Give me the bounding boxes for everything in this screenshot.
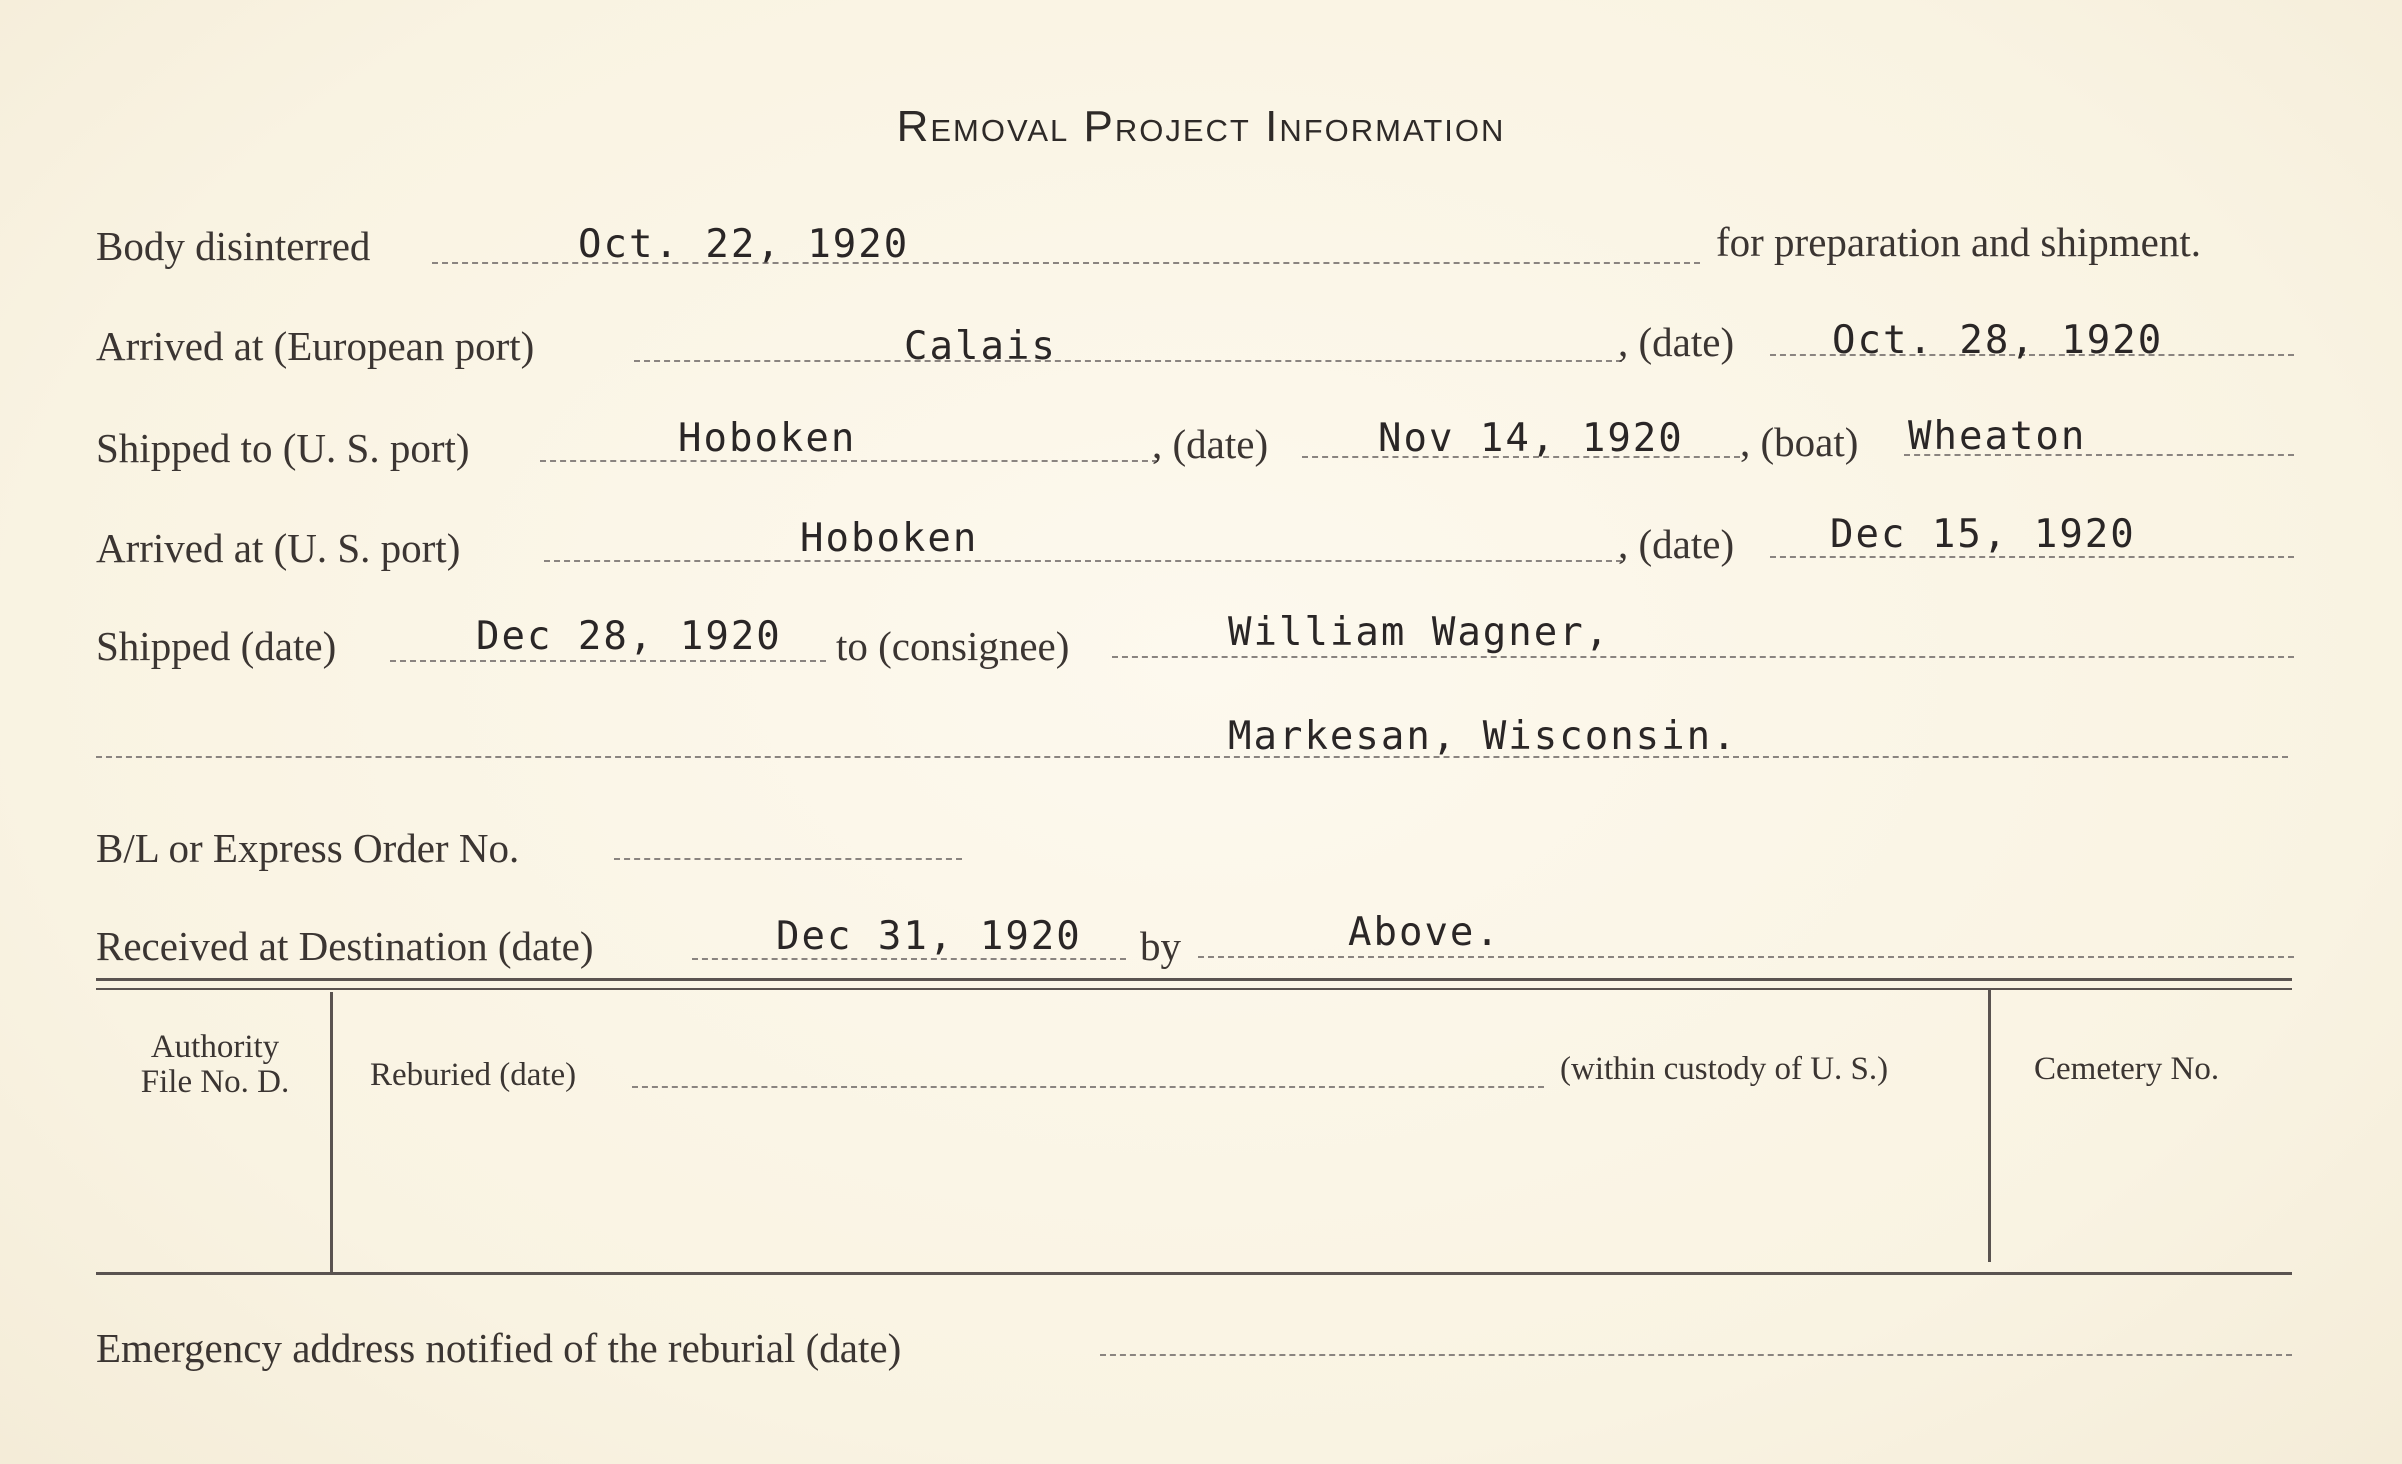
- cemetery-label: Cemetery No.: [2034, 1051, 2220, 1087]
- received-date: Dec 31, 1920: [776, 914, 1082, 959]
- custody-label: (within custody of U. S.): [1560, 1051, 1889, 1087]
- received-by-value: Above.: [1348, 910, 1501, 955]
- shipped-us-boat-label: , (boat): [1740, 419, 1859, 465]
- received-label: Received at Destination (date): [96, 923, 594, 969]
- arrived-european-line: [634, 360, 1622, 362]
- table-divider-right: [1988, 990, 1991, 1262]
- shipped-us-date: Nov 14, 1920: [1378, 416, 1684, 461]
- arrived-european-value: Calais: [904, 324, 1057, 369]
- shipped-us-value: Hoboken: [678, 416, 857, 461]
- shipped-us-date-label: , (date): [1152, 421, 1269, 467]
- consignee-name: William Wagner,: [1228, 610, 1611, 655]
- table-bottom-rule: [96, 1272, 2292, 1275]
- authority-label: Authority File No. D.: [140, 1029, 290, 1100]
- bl-order-label: B/L or Express Order No.: [96, 825, 520, 871]
- shipped-us-label: Shipped to (U. S. port): [96, 425, 470, 471]
- arrived-us-date: Dec 15, 1920: [1830, 512, 2136, 557]
- shipped-date-value: Dec 28, 1920: [476, 614, 782, 659]
- arrived-european-label: Arrived at (European port): [96, 323, 535, 369]
- shipped-date-label: Shipped (date): [96, 623, 337, 669]
- consignee-address: Markesan, Wisconsin.: [1228, 714, 1738, 759]
- shipped-us-boat: Wheaton: [1908, 414, 2087, 459]
- emergency-line: [1100, 1354, 2292, 1356]
- bl-order-line: [614, 858, 962, 860]
- arrived-european-date-label: , (date): [1618, 319, 1735, 365]
- arrived-us-value: Hoboken: [800, 516, 979, 561]
- reburied-label: Reburied (date): [370, 1057, 577, 1093]
- consignee-label: to (consignee): [836, 623, 1070, 669]
- table-divider-left: [330, 992, 333, 1272]
- table-top-rule: [96, 978, 2292, 981]
- arrived-us-label: Arrived at (U. S. port): [96, 525, 461, 571]
- arrived-us-date-label: , (date): [1618, 521, 1735, 567]
- form-title: Removal Project Information: [896, 102, 1506, 151]
- reburied-line: [632, 1086, 1544, 1088]
- body-disinterred-suffix: for preparation and shipment.: [1716, 219, 2202, 265]
- arrived-us-line: [544, 560, 1622, 562]
- shipped-date-line: [390, 660, 826, 662]
- arrived-european-date: Oct. 28, 1920: [1832, 318, 2164, 363]
- body-disinterred-value: Oct. 22, 1920: [578, 222, 910, 267]
- consignee-address-line: [96, 756, 2288, 758]
- consignee-line: [1112, 656, 2294, 658]
- emergency-label: Emergency address notified of the reburial (date): [96, 1325, 902, 1371]
- body-disinterred-label: Body disinterred: [96, 223, 371, 269]
- received-by-line: [1198, 956, 2294, 958]
- table-top-rule-inner: [96, 988, 2292, 990]
- received-by-label: by: [1140, 923, 1181, 969]
